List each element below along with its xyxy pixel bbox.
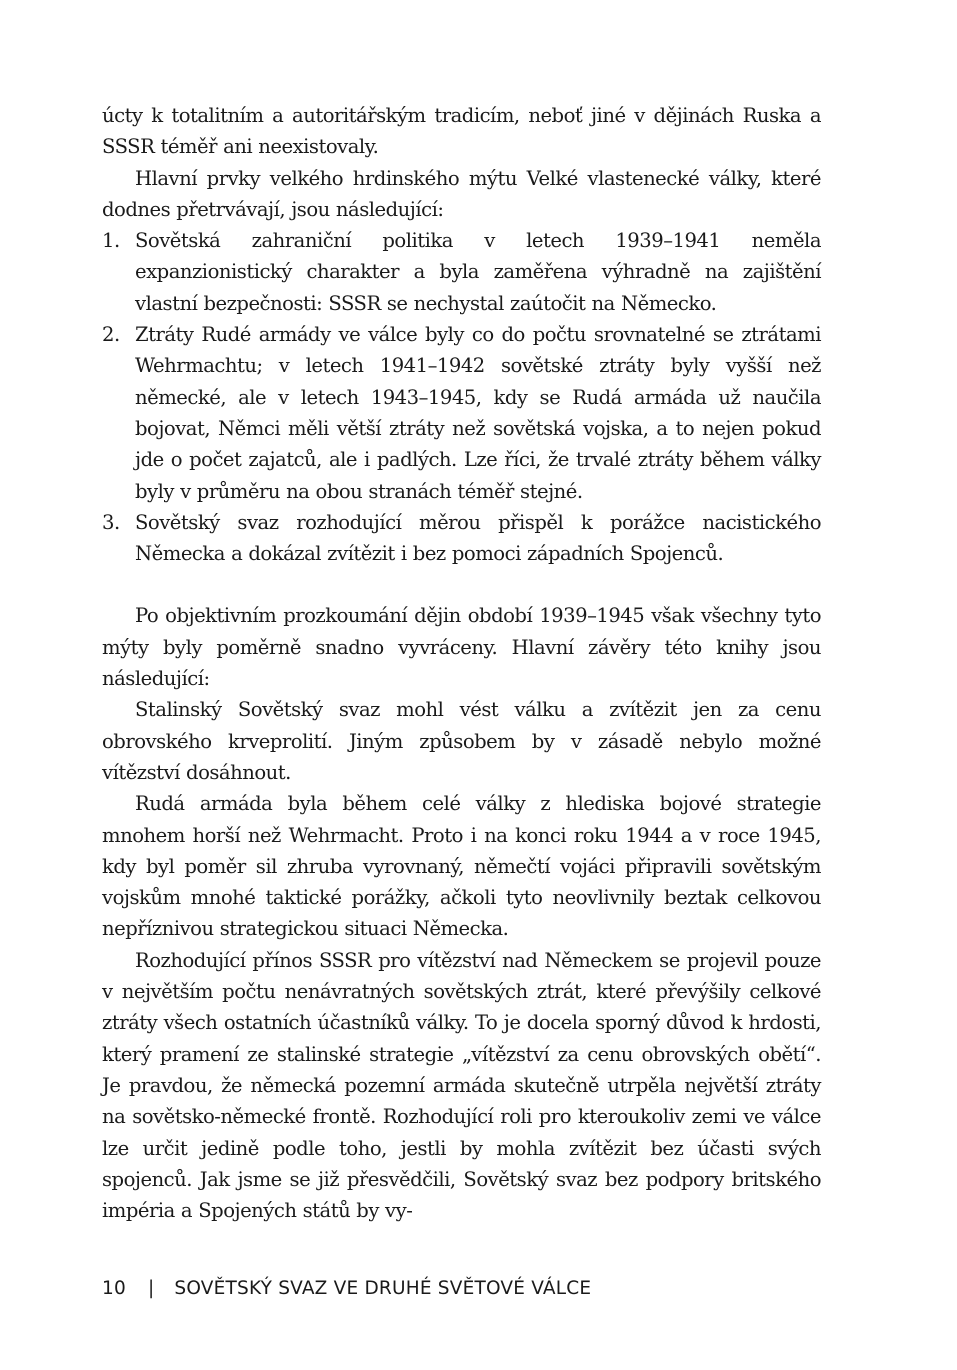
running-title: SOVĚTSKÝ SVAZ VE DRUHÉ SVĚTOVÉ VÁLCE [174,1278,592,1299]
section-gap [102,569,821,600]
paragraph: úcty k totalitním a autoritářským tradicím, neboť jiné v dějinách Ruska a SSSR téměř ani neexistovaly. [102,104,821,159]
list-item-number: 1. [102,229,120,253]
list-item [102,507,821,570]
list-item-text: Sovětský svaz rozhodující měrou přispěl k porážce nacistického Německa a dokázal zvítězit i bez pomoci západních Spojenců. [135,510,821,566]
list-item-text: Ztráty Rudé armády ve válce byly co do počtu srovnatelné se ztrátami Wehrmachtu; v letech 1941–1942 sovětské ztráty byly vyšší než německé, ale v letech 1943–1945, kdy se Rudá armáda už naučila bojovat, Němci měli větší ztráty než sovětská vojska, a to nejen pokud jde o počet zajatců, ale i padlých. Lze říci, že trvalé ztráty během války byly v průměru na obou stranách téměř stejné. [135,323,821,503]
footer-separator: | [147,1278,155,1299]
list-item-text: Sovětská zahraniční politika v letech 1939–1941 neměla expanzionistický charakter a byla zaměřena výhradně na zajištění vlastní bezpečnosti: SSSR se nechystal zaútočit na Německo. [135,229,821,315]
page-number: 10 [102,1278,126,1299]
page-body [102,100,821,1226]
paragraph: Rozhodující přínos SSSR pro vítězství nad Německem se projevil pouze v největším počtu nenávratných sovětských ztrát, které převýšily celkové ztráty všech ostatních účastníků války. To je docela sporný důvod k hrdosti, který pramení ze stalinské strategie „vítězství za cenu obrovských obětí“. Je pravdou, že německá pozemní armáda skutečně utrpěla největší ztráty na sovětsko-německé frontě. Rozhodující roli pro kteroukoliv zemi ve válce lze určit jedině podle toho, jestli by mohla zvítězit bez účasti svých spojenců. Jak jsme se již přesvědčili, Sovětský svaz bez podpory britského impéria a Spojených států by vy- [102,948,821,1223]
list-item-number: 2. [102,323,120,347]
list-item [102,319,821,507]
page-footer [102,1278,591,1299]
paragraph: Hlavní prvky velkého hrdinského mýtu Velké vlastenecké války, které dodnes přetrvávají, jsou následující: [102,166,821,221]
paragraph: Rudá armáda byla během celé války z hlediska bojové strategie mnohem horší než Wehrmacht. Proto i na konci roku 1944 a v roce 1945, kdy byl poměr sil zhruba vyrovnaný, němečtí vojáci připravili sovětským vojskům mnohé taktické porážky, ačkoli tyto neovlivnily beztak celkovou nepříznivou strategickou situaci Německa. [102,792,821,941]
paragraph: Po objektivním prozkoumání dějin období 1939–1945 však všechny tyto mýty byly poměrně snadno vyvráceny. Hlavní závěry této knihy jsou následující: [102,604,821,691]
myth-list [102,225,821,569]
list-item-number: 3. [102,510,120,534]
list-item [102,225,821,319]
paragraph: Stalinský Sovětský svaz mohl vést válku a zvítězit jen za cenu obrovského krveprolití. Jiným způsobem by v zásadě nebylo možné vítězství dosáhnout. [102,698,821,784]
